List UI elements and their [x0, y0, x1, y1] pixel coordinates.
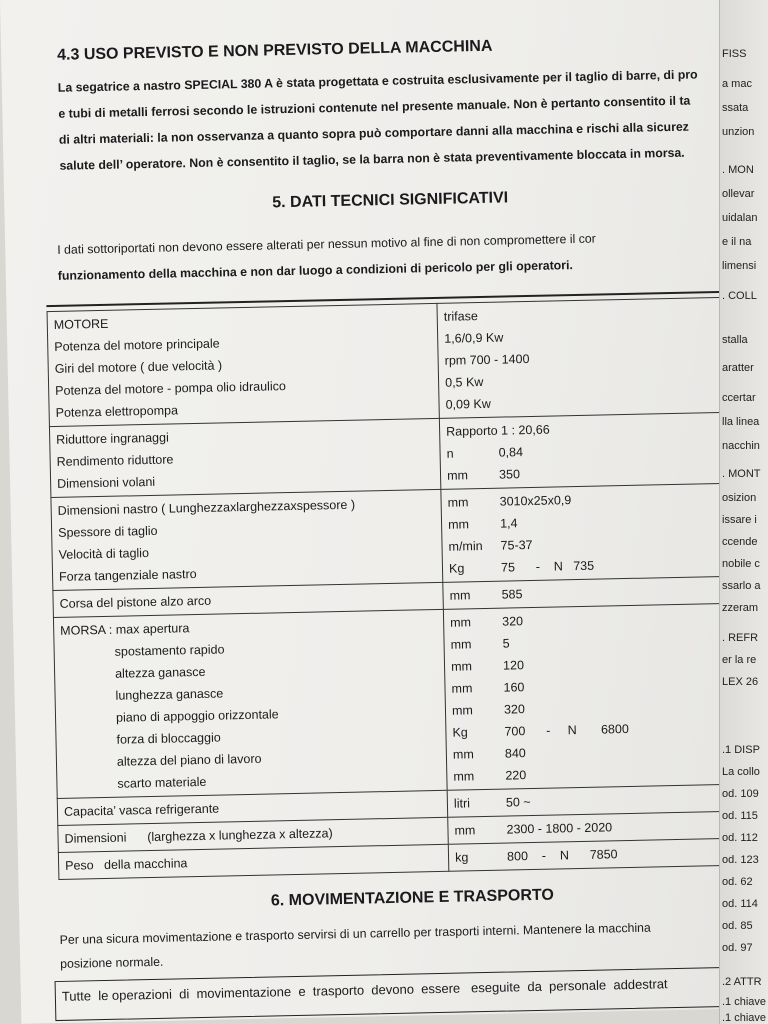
value-number: 2300 - 1800 - 2020 [506, 820, 613, 837]
value-number: 75 - N 735 [500, 558, 595, 575]
edge-text: La collo [722, 766, 760, 778]
section-4-3-title: 4.3 USO PREVISTO E NON PREVISTO DELLA MACCHINA [56, 37, 493, 64]
edge-text: LEX 26 [722, 676, 759, 688]
value-number: 0,84 [498, 445, 524, 460]
adjacent-page-edge [719, 0, 768, 1024]
value-unit: mm [453, 769, 475, 784]
row-label: MOTORE [53, 316, 109, 332]
row-value: 0,5 Kw [445, 374, 484, 390]
edge-text: od. 123 [722, 854, 759, 866]
edge-text: . MONT [722, 468, 761, 480]
row-value: 0,09 Kw [445, 396, 491, 412]
section-4-3-line-2: e tubi di metalli ferrosi secondo le istruzioni contenute nel presente manuale. Non è pertanto consentito il ta [58, 93, 691, 121]
edge-text: ccertar [722, 392, 756, 404]
value-unit: Kg [448, 561, 465, 576]
edge-text: limensi [722, 260, 757, 272]
handling-warning-box: Tutte le operazioni di movimentazione e trasporto devono essere eseguite da personale addestrat [55, 966, 762, 1021]
section-6-line-2: posizione normale. [60, 954, 164, 971]
value-number: 220 [505, 768, 527, 783]
edge-text: od. 62 [722, 876, 753, 888]
row-label: Potenza del motore principale [54, 336, 220, 354]
value-number: 840 [504, 746, 526, 761]
row-label: forza di bloccaggio [116, 730, 221, 747]
edge-text: od. 85 [722, 920, 753, 932]
section-5-title: 5. DATI TECNICI SIGNIFICATIVI [272, 189, 509, 212]
value-unit: mm [452, 747, 474, 762]
edge-text: nobile c [722, 558, 760, 570]
blade-labels-cell [51, 489, 443, 590]
value-number: 350 [498, 467, 521, 482]
edge-text: issare i [722, 514, 757, 526]
row-label: Rendimento riduttore [56, 452, 174, 469]
technical-data-table [47, 297, 749, 880]
edge-text: osizion [722, 492, 757, 504]
section-4-3-line-3: di altri materiali: la non osservanza a quanto sopra può comportare danni alla macchina e rischi alla sicurez [58, 119, 690, 147]
edge-text: e il na [722, 236, 752, 248]
row-label: MORSA : max apertura [60, 621, 190, 638]
row-label: scarto materiale [117, 774, 207, 791]
section-4-3-line-1: La segatrice a nastro SPECIAL 380 A è stata progettata e costruita esclusivamente per il taglio di barre, di pro [57, 67, 698, 95]
row-value: trifase [443, 309, 478, 324]
value-number: 50 ~ [505, 795, 531, 810]
edge-text: .1 DISP [722, 744, 760, 756]
row-label: Forza tangenziale nastro [58, 567, 197, 584]
motor-values-cell [437, 297, 738, 418]
section-5-line-1: I dati sottoriportati non devono essere alterati per nessun motivo al fine di non compromettere il cor [57, 231, 596, 257]
row-label: Spessore di taglio [58, 523, 158, 540]
edge-text: ssata [722, 102, 749, 114]
section-5-line-2: funzionamento della macchina e non dar luogo a condizioni di pericolo per gli operatori. [57, 258, 573, 283]
value-unit: mm [450, 659, 473, 674]
edge-text: uidalan [722, 212, 758, 224]
edge-text: od. 112 [722, 832, 758, 844]
row-value [455, 841, 741, 869]
table-row-motor [47, 297, 738, 426]
value-unit: Rapporto 1 : 20,66 [446, 422, 550, 439]
row-value: rpm 700 - 1400 [444, 351, 530, 368]
row-label: Potenza elettropompa [55, 403, 179, 420]
edge-text: er la re [722, 654, 757, 666]
edge-text: unzion [722, 126, 755, 138]
row-label: Riduttore ingranaggi [56, 430, 169, 447]
value-unit: litri [453, 796, 471, 811]
row-value: 1,6/0,9 Kw [444, 330, 504, 346]
value-number: 320 [503, 702, 526, 717]
vise-values-cell [443, 603, 746, 790]
reducer-values-cell [439, 412, 739, 489]
row-label: piano di appoggio orizzontale [115, 707, 279, 725]
edge-text: .2 ATTR [722, 976, 762, 988]
value-unit: mm [450, 615, 472, 630]
edge-text: nacchin [722, 440, 760, 452]
row-label: Capacita’ vasca refrigerante [63, 801, 220, 819]
row-label: Dimensioni (larghezza x lunghezza x altezza) [64, 826, 333, 846]
row-value [453, 760, 739, 788]
row-label: altezza ganasce [114, 664, 206, 681]
row-label: Potenza del motore - pompa olio idraulico [55, 379, 286, 398]
value-unit: n [446, 446, 454, 461]
value-number: 320 [502, 614, 524, 629]
edge-text: od. 115 [722, 810, 758, 822]
table-row-vise [53, 603, 746, 798]
value-number: 700 - N 6800 [504, 721, 629, 739]
value-unit: mm [447, 495, 469, 510]
value-unit: Kg [452, 725, 468, 740]
value-number: 800 - N 7850 [506, 847, 618, 864]
edge-text: FISS [722, 48, 747, 60]
edge-text: od. 97 [722, 942, 753, 954]
row-label: altezza del piano di lavoro [116, 751, 262, 769]
reducer-labels-cell [49, 418, 440, 497]
edge-text: lla linea [722, 416, 760, 428]
value-unit: mm [451, 681, 473, 696]
value-number: 1,4 [499, 516, 518, 531]
edge-text: . REFR [722, 632, 759, 644]
value-unit: mm [447, 517, 470, 532]
row-value [449, 579, 735, 607]
edge-text: od. 114 [722, 898, 758, 910]
row-value [454, 787, 740, 815]
value-number: 3010x25x0,9 [499, 493, 572, 509]
row-label: Peso della macchina [65, 856, 188, 873]
value-unit: m/min [448, 539, 483, 554]
row-label: Velocità di taglio [58, 546, 150, 562]
row-label: lunghezza ganasce [115, 686, 224, 703]
row-value [449, 552, 735, 580]
row-value [454, 814, 740, 842]
value-unit: mm [451, 703, 473, 718]
weight-value-cell [448, 838, 747, 871]
edge-text: .1 chiave [722, 1012, 767, 1024]
edge-text: . MON [722, 164, 754, 176]
value-number: 120 [502, 658, 525, 673]
section-6-title: 6. MOVIMENTAZIONE E TRASPORTO [270, 886, 555, 910]
table-row-blade [51, 483, 742, 590]
edge-text: stalla [722, 334, 748, 346]
value-unit: kg [454, 850, 469, 865]
edge-text: . COLL [722, 290, 757, 302]
motor-labels-cell [47, 303, 439, 426]
value-unit: mm [450, 637, 472, 652]
value-number: 75-37 [500, 537, 533, 553]
row-value [447, 459, 733, 487]
row-label: Dimensioni volani [57, 474, 156, 491]
row-label: spostamento rapido [114, 642, 225, 659]
vise-labels-cell [53, 609, 447, 798]
edge-text: aratter [722, 362, 754, 374]
edge-text: .1 chiave [722, 996, 767, 1008]
value-unit: mm [446, 468, 469, 483]
edge-text: a mac [722, 78, 752, 90]
edge-text: ccende [722, 536, 758, 548]
edge-text: ssarlo a [722, 580, 761, 592]
row-label: Corsa del pistone alzo arco [59, 593, 212, 611]
row-label: Giri del motore ( due velocità ) [54, 358, 223, 376]
edge-text: ollevar [722, 188, 755, 200]
value-number: 160 [503, 680, 525, 695]
section-4-3-line-4: salute dell’ operatore. Non è consentito il taglio, se la barra non è stata preventivamente bloccata in morsa. [59, 145, 685, 173]
value-number: 5 [502, 636, 510, 651]
row-label: Dimensioni nastro ( Lunghezzaxlarghezzaxspessore ) [57, 497, 356, 518]
value-number: 585 [501, 587, 523, 602]
blade-values-cell [441, 483, 742, 582]
edge-text: zzeram [722, 602, 759, 614]
section-6-line-1: Per una sicura movimentazione e trasporto servirsi di un carrello per trasporti interni. Mantenere la macchina [59, 920, 651, 947]
value-unit: mm [454, 823, 476, 838]
value-unit: mm [449, 588, 471, 603]
edge-text: od. 109 [722, 788, 759, 800]
